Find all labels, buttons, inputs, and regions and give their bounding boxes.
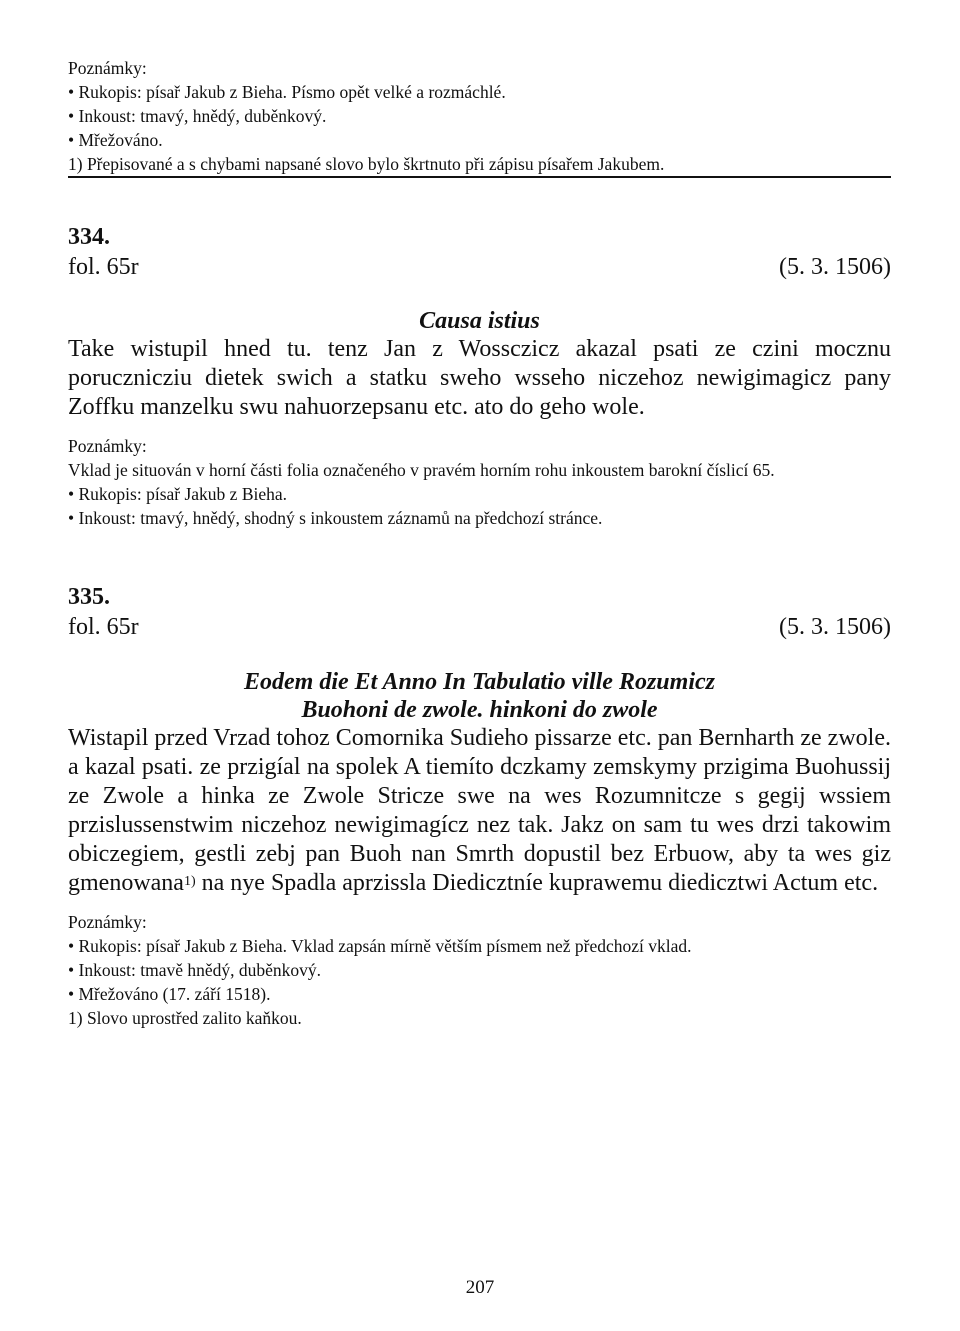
note-item: • Inkoust: tmavý, hnědý, shodný s inkoustem záznamů na předchozí stránce. [68,508,603,528]
notes-label: Poznámky: [68,912,147,932]
entry-notes [68,910,891,1030]
entry-text [68,724,891,898]
note-item: • Mřežováno. [68,130,163,150]
entry-334 [68,222,891,530]
note-item: • Rukopis: písař Jakub z Bieha. Písmo opět velké a rozmáchlé. [68,82,506,102]
entry-heading: Eodem die Et Anno In Tabulatio ville Rozumicz [244,669,715,695]
entry-number: 335. [68,584,110,610]
entry-date: (5. 3. 1506) [779,254,891,280]
entry-subheading: Buohoni de zwole. hinkoni do zwole [301,697,658,723]
note-item: • Inkoust: tmavě hnědý, duběnkový. [68,960,322,980]
notes-label: Poznámky: [68,58,147,78]
note-item: • Inkoust: tmavý, hnědý, duběnkový. [68,106,327,126]
top-notes [68,56,891,178]
folio: fol. 65r [68,254,139,280]
notes-label: Poznámky: [68,436,147,456]
entry-number: 334. [68,224,110,250]
note-item: Vklad je situován v horní části folia označeného v pravém horním rohu inkoustem barokní číslicí 65. [68,460,775,480]
folio-row [68,252,891,282]
page-number: 207 [465,1277,495,1298]
entry-notes [68,434,891,530]
footnote-item: 1) Přepisované a s chybami napsané slovo bylo škrtnuto při zápisu písařem Jakubem. [68,152,891,178]
entry-text: Take wistupil hned tu. tenz Jan z Wossczicz akazal psati ze czini mocznu porucznicziu dietek swich a statku sweho wsseho niczehoz newigimagicz pany Zoffku manzelku swu nahuorzepsanu etc. ato do geho wole. [68,336,891,420]
note-item: • Mřežováno (17. září 1518). [68,984,271,1004]
text-part: na nye Spadla aprzissla Diedicztníe kuprawemu diedicztwi Actum etc. [195,870,879,896]
footnote-mark: 1) [183,874,196,889]
entry-heading: Causa istius [419,308,540,334]
note-item: • Rukopis: písař Jakub z Bieha. Vklad zapsán mírně větším písmem než předchozí vklad. [68,936,692,956]
folio: fol. 65r [68,614,139,640]
folio-row [68,612,891,642]
text-part: Wistapil przed Vrzad tohoz Comornika Sudieho pissarze etc. pan Bernharth ze zwole. a kazal psati. ze przigíal na spolek A tiemíto dczkamy zemskymy przigima Buohussij ze Zwole a hinka ze Zwole Stricze swe na wes Rozumnitcze s gegij wssiem przislussenstwim niczehoz newigimagícz nez tak. Jakz on sam tu wes drzi takowim obiczegiem, gestli zebj pan Buoh nan Smrth dopustil bez Erbuow, aby ta wes giz gmenowana [68,725,891,896]
entry-date: (5. 3. 1506) [779,614,891,640]
note-item: • Rukopis: písař Jakub z Bieha. [68,484,288,504]
entry-335 [68,582,891,1030]
footnote-item: 1) Slovo uprostřed zalito kaňkou. [68,1008,302,1028]
